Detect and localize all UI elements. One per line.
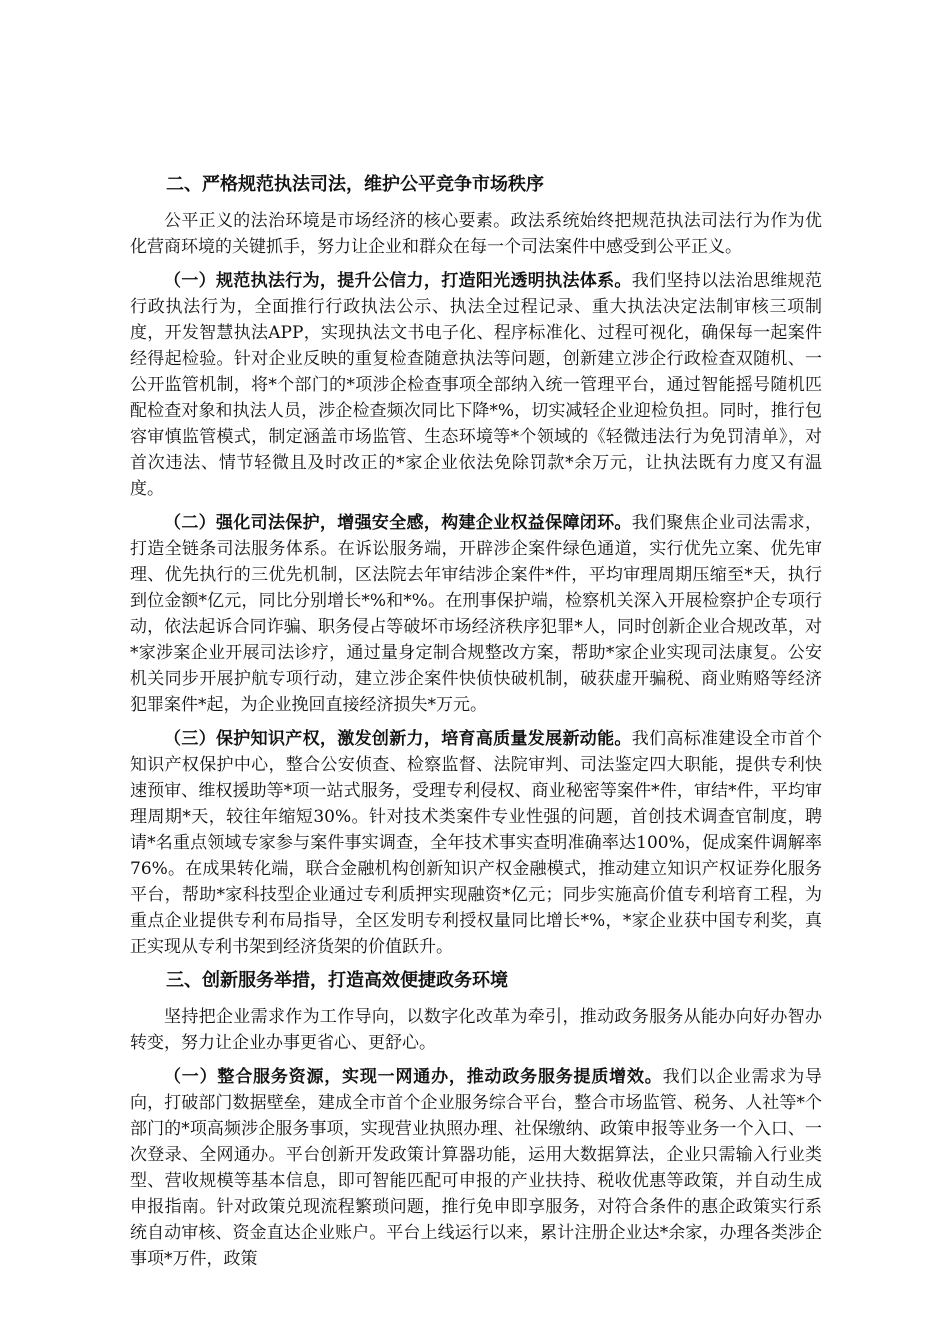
subsection-lead: （三）保护知识产权，激发创新力，培育高质量发展新动能。	[164, 729, 632, 749]
subsection-paragraph	[130, 1064, 822, 1272]
subsection-body: 我们以企业需求为导向，打破部门数据壁垒，建成全市首个企业服务综合平台，整合市场监管、税务、人社等*个部门的*项高频涉企服务事项，实现营业执照办理、社保缴纳、政策申报等业务一个入口、一次登录、全网通办。平台创新开发政策计算器功能，运用大数据算法，企业只需输入行业类型、营收规模等基本信息，即可智能匹配可申报的产业扶持、税收优惠等政策，并自动生成申报指南。针对政策兑现流程繁琐问题，推行免申即享服务，对符合条件的惠企政策实行系统自动审核、资金直达企业账户。平台上线运行以来，累计注册企业达*余家，办理各类涉企事项*万件，政策	[130, 1067, 823, 1269]
subsection-body: 我们聚焦企业司法需求，打造全链条司法服务体系。在诉讼服务端，开辟涉企案件绿色通道，实行优先立案、优先审理、优先执行的三优先机制，区法院去年审结涉企案件*件，平均审理周期压缩至*天，执行到位金额*亿元，同比分别增长*%和*%。在刑事保护端，检察机关深入开展检察护企专项行动，依法起诉合同诈骗、职务侵占等破坏市场经济秩序犯罪*人，同时创新企业合规改革，对*家涉案企业开展司法诊疗，通过量身定制合规整改方案，帮助*家企业实现司法康复。公安机关同步开展护航专项行动，建立涉企案件快侦快破机制，破获虚开骗税、商业贿赂等经济犯罪案件*起，为企业挽回直接经济损失*万元。	[130, 513, 823, 715]
subsection-lead: （一）规范执法行为，提升公信力，打造阳光透明执法体系。	[164, 271, 632, 291]
section-intro: 公平正义的法治环境是市场经济的核心要素。政法系统始终把规范执法司法行为作为优化营商环境的关键抓手，努力让企业和群众在每一个司法案件中感受到公平正义。	[130, 211, 822, 257]
section-heading: 三、创新服务举措，打造高效便捷政务环境	[166, 970, 508, 991]
subsection-body: 我们坚持以法治思维规范行政执法行为，全面推行行政执法公示、执法全过程记录、重大执法决定法制审核三项制度，开发智慧执法APP，实现执法文书电子化、程序标准化、过程可视化，确保每一起案件经得起检验。针对企业反映的重复检查随意执法等问题，创新建立涉企行政检查双随机、一公开监管机制，将*个部门的*项涉企检查事项全部纳入统一管理平台，通过智能摇号随机匹配检查对象和执法人员，涉企检查频次同比下降*%，切实减轻企业迎检负担。同时，推行包容审慎监管模式，制定涵盖市场监管、生态环境等*个领域的《轻微违法行为免罚清单》，对首次违法、情节轻微且及时改正的*家企业依法免除罚款*余万元，让执法既有力度又有温度。	[130, 271, 823, 499]
subsection-lead: （一）整合服务资源，实现一网通办，推动政务服务提质增效。	[164, 1067, 663, 1087]
subsection-paragraph	[130, 268, 822, 502]
subsection-paragraph	[130, 510, 822, 718]
document-page	[130, 164, 822, 1280]
section-intro: 坚持把企业需求作为工作导向，以数字化改革为牵引，推动政务服务从能办向好办智办转变，努力让企业办事更省心、更舒心。	[130, 1007, 822, 1053]
section-heading: 二、严格规范执法司法，维护公平竞争市场秩序	[166, 174, 544, 195]
subsection-body: 我们高标准建设全市首个知识产权保护中心，整合公安侦查、检察监督、法院审判、司法鉴定四大职能，提供专利快速预审、维权援助等*项一站式服务，受理专利侵权、商业秘密等案件*件，审结*件，平均审理周期*天，较往年缩短30%。针对技术类案件专业性强的问题，首创技术调查官制度，聘请*名重点领域专家参与案件事实调查，全年技术事实查明准确率达100%，促成案件调解率76%。在成果转化端，联合金融机构创新知识产权金融模式，推动建立知识产权证券化服务平台，帮助*家科技型企业通过专利质押实现融资*亿元；同步实施高价值专利培育工程，为重点企业提供专利布局指导，全区发明专利授权量同比增长*%，*家企业获中国专利奖，真正实现从专利书架到经济货架的价值跃升。	[130, 729, 823, 957]
subsection-paragraph	[130, 726, 822, 960]
subsection-lead: （二）强化司法保护，增强安全感，构建企业权益保障闭环。	[164, 513, 632, 533]
